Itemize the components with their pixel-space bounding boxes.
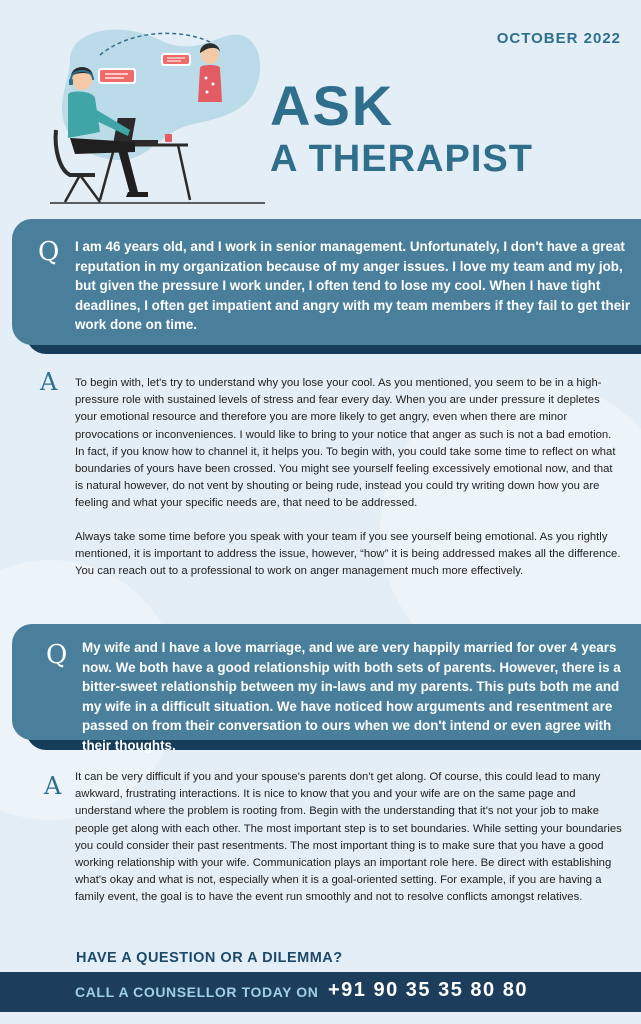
answer-text (75, 769, 623, 923)
cta-heading: HAVE A QUESTION OR A DILEMMA? (76, 950, 343, 966)
question-box (12, 219, 641, 345)
answer-marker: A (40, 368, 58, 396)
phone-number[interactable]: +91 90 35 35 80 80 (328, 979, 528, 1001)
page-title: ASK (270, 74, 395, 137)
woman-figure (198, 43, 222, 102)
page-subtitle: A THERAPIST (270, 138, 533, 180)
issue-month: OCTOBER 2022 (496, 30, 621, 47)
bottom-strip (0, 1012, 641, 1024)
answer-text (75, 375, 623, 596)
question-text: I am 46 years old, and I work in senior management. Unfortunately, I don't have a great reputation in my organization because of my anger issues. I love my team and my job, but given the pressure I work under, I often tend to lose my cool. When I have tight deadlines, I often get impatient and angry with my team members if they fail to get their work done on time. (75, 239, 631, 332)
counsellor-illustration (40, 20, 270, 205)
speech-bubble-icon (98, 68, 136, 84)
footer-bar (0, 972, 641, 1012)
call-text: CALL A COUNSELLOR TODAY ON (75, 984, 319, 1000)
question-text: My wife and I have a love marriage, and we are very happily married for over 4 years now. We both have a good relationship with both sets of parents. However, there is a bitter-sweet relationship between my in-laws and my parents. This puts both me and my wife in a difficult situation. We have noticed how arguments and resentment are passed on from their conversation to ours when we don't intend or even agree with their thoughts. (82, 640, 621, 753)
answer-paragraph: Always take some time before you speak with your team if you see yourself being emotional. As you rightly mentioned, it is important to address the issue, however, “how” it is being addressed makes all the difference. You can reach out to a professional to work on anger management much more effectively. (75, 530, 621, 578)
question-box (12, 624, 641, 753)
answer-paragraph: To begin with, let's try to understand why you lose your cool. As you mentioned, you seem to be in a high-pressure role with sustained levels of stress and fear every day. When you are under pressure it depletes your emotional resource and therefore you are more likely to get angry, even when there are minor provocations or inconveniences. I would like to bring to your notice that anger as such is not a bad emotion. In fact, if you know how to channel it, it helps you. To begin with, you could take some time to reflect on what boundaries of yours have been crossed. You might see yourself feeling excessively emotional now, and that is natural however, do not vent by shouting or being rude, instead you could try writing down how you are feeling and what your specific needs are, that need to be addressed. (75, 377, 616, 510)
answer-marker: A (44, 772, 62, 800)
answer-paragraph: It can be very difficult if you and your spouse's parents don't get along. Of course, this could lead to many awkward, frustrating interactions. It is nice to know that you and your wife are on the same page and understand where the problem is rooting from. Begin with the understanding that it's not your job to make people get along with each other. The most important step is to set boundaries. While setting your boundaries you could consider their past resentments. The most important thing is to make sure that you have a good working relationship with your wife. Communication plays an important role here. Be direct with establishing what's okay and what is not, especially when it is a goal-oriented setting. For example, if you are having a family event, the goal is to have the event run smoothly and not to resolve conflicts amongst relatives. (75, 771, 622, 904)
question-marker: Q (46, 640, 68, 670)
question-marker: Q (38, 237, 60, 267)
speech-bubble-icon (161, 53, 191, 66)
